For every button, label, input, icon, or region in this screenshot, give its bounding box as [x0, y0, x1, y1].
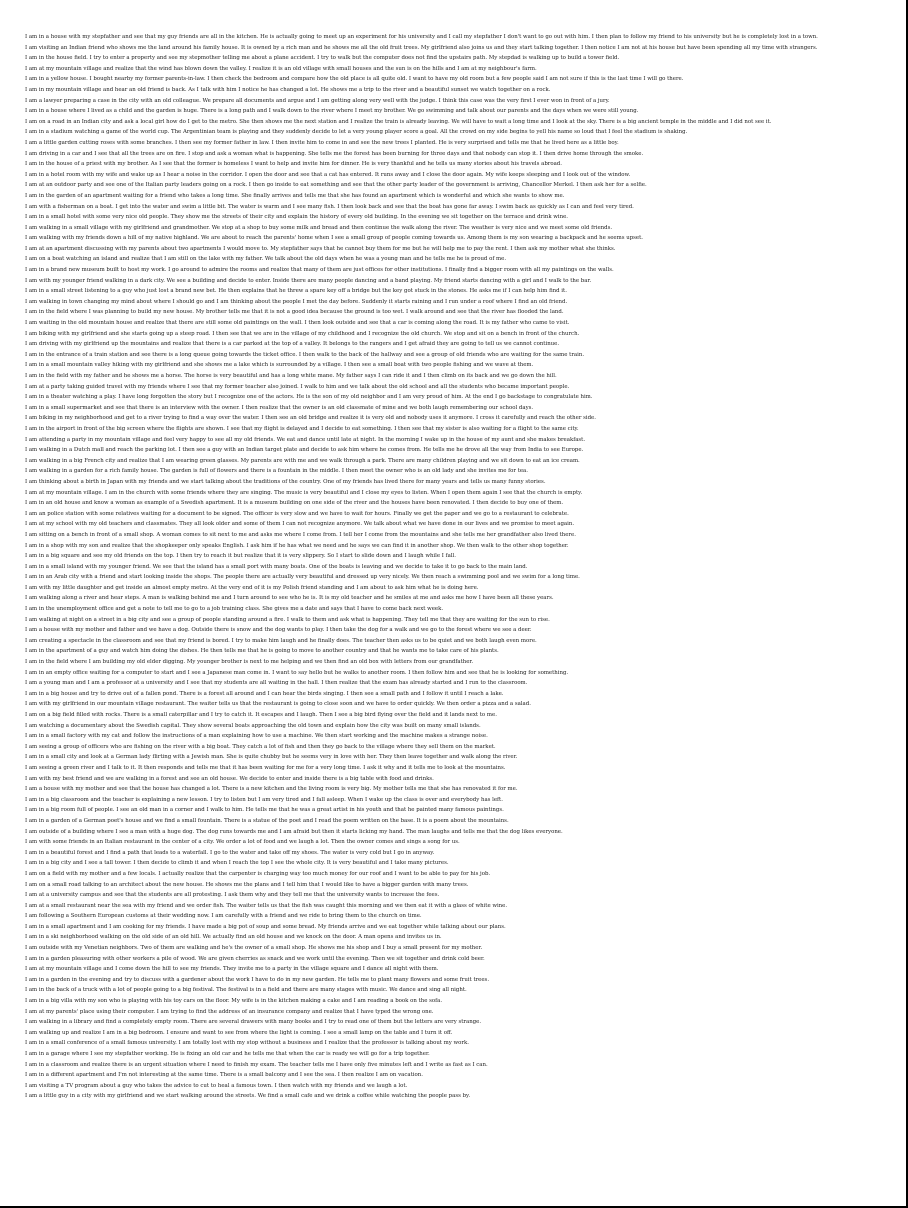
text-line: I am in the field where I was planning to build my new house. My brother tells me that it is not a good idea because the ground is too wet. I walk around and see that the river has flooded the land. — [25, 309, 564, 316]
text-line: I am walking in a small village with my girlfriend and grandmother. We stop at a shop to buy some milk and bread and then continue the walk along the river. The weather is very nice and we meet some old friends. — [25, 224, 613, 231]
text-line: I am a house with my mother and see that the house has changed a lot. There is a new kitchen and the living room is very big. My mother tells me that she has renovated it for me. — [25, 786, 518, 793]
text-line: I am walking in a big French city and realize that I am wearing green glasses. My parents are with me and we walk through a park. There are many children playing and we sit down to eat an ice cream. — [25, 457, 580, 464]
text-line: I am in a shop with my son and realize that the shopkeeper only speaks English. I ask him if he has what we need and he says we can find it in another shop. We then walk to the other shop together. — [25, 542, 569, 549]
text-line: I am at a university campus and see that the students are all protesting. I ask them why and they tell me that the university wants to increase the fees. — [25, 892, 440, 899]
text-line: I am walking in a Dutch mall and reach the parking lot. I then see a guy with an Indian target plate and decide to ask him where he comes from. He tells me he drove all the way from India to see Europe. — [25, 447, 584, 454]
text-line: I am outside of a building where I see a man with a huge dog. The dog runs towards me and I am afraid but then it starts licking my hand. The man laughs and tells me that the dog likes everyone. — [25, 828, 563, 835]
text-line: I am in a small city and look at a German lady flirting with a Jewish man. She is quite chubby but he seems very in love with her. They then leave together and walk along the river. — [25, 754, 518, 761]
text-line: I am seeing a green river and I talk to it. It then responds and tells me that it has been waiting for me for a very long time. I ask it why and it tells me to look at the mountains. — [25, 764, 506, 771]
text-line: I am at a small restaurant near the sea with my friend and we order fish. The waiter tells us that the fish was caught this morning and we then eat it with a glass of white wine. — [25, 902, 508, 909]
text-line: I am on a small road talking to an architect about the new house. He shows me the plans and I tell him that I would like to have a bigger garden with many trees. — [25, 881, 469, 888]
text-line: I am in a garden of a German poet's house and we find a small fountain. There is a statue of the poet and I read the poem written on the base. It is a poem about the mountains. — [25, 817, 509, 824]
text-line: I am a little guy in a city with my girlfriend and we start walking around the streets. We find a small cafe and we drink a coffee while watching the people pass by. — [25, 1093, 471, 1100]
text-line: I am in a small island with my younger friend. We see that the island has a small port with many boats. One of the boats is leaving and we decide to take it to go back to the main land. — [25, 563, 528, 570]
text-line: I am at my school with my old teachers and classmates. They all look older and some of them I can not recognize anymore. We talk about what we have done in our lives and we promise to meet again. — [25, 521, 575, 528]
text-line: I am biking in my neighborhood and get to a river trying to find a way over the water. I then see an old bridge and realize it is very old and nobody uses it anymore. I cross it carefully and reach the other side. — [25, 415, 596, 422]
text-line: I am in a small factory with my cat and follow the instructions of a man explaining how to use a machine. We then start working and the machine makes a strange noise. — [25, 733, 488, 740]
text-line: I am in a small mountain valley hiking with my girlfriend and she shows me a lake which is surrounded by a village. I then see a small boat with two people fishing and we wave at them. — [25, 362, 534, 369]
text-line: I am in a brand new museum built to host my work. I go around to admire the rooms and realize that many of them are just offices for other institutions. I finally find a bigger room with all my paintings on the walls. — [25, 267, 614, 274]
text-line: I am in a big house and try to drive out of a fallen pond. There is a forest all around and I can hear the birds singing. I then see a small path and I follow it until I reach a lake. — [25, 690, 504, 697]
text-line: I am walking in a garden for a rich family house. The garden is full of flowers and there is a fountain in the middle. I then meet the owner who is an old lady and she invites me for tea. — [25, 468, 528, 475]
text-line: I am in my mountain village and hear an old friend is back. As I talk with him I notice he has changed a lot. He shows me a trip to the river and a beautiful sunset we watch together on a rock. — [25, 86, 551, 93]
text-line: I am at a party taking guided travel with my friends where I see that my former teacher also joined. I walk to him and we talk about the old school and all the students who became important people. — [25, 383, 570, 390]
text-line: I am attending a party in my mountain village and feel very happy to see all my old friends. We eat and dance until late at night. In the morning I wake up in the house of my aunt and she makes breakfast. — [25, 436, 586, 443]
text-line: I am creating a spectacle in the classroom and see that my friend is bored. I try to make him laugh and he finally does. The teacher then asks us to be quiet and we both laugh even more. — [25, 637, 537, 644]
text-line: I am walking with my friends down a hill of my native highland. We are about to reach the parents' home when I see a small group of people coming towards us. Among them is my son wearing a backpack and he seems upset. — [25, 235, 643, 242]
text-line: I am at my mountain village and realize that the wind has blown down the valley. I realize it is an old village with small houses and the sun is on the hills and I am at my neighbour's farm. — [25, 65, 537, 72]
text-line: I am a little garden cutting roses with some branches. I then see my former father in law. I then invite him to come in and see the new trees I planted. He is very surprised and tells me that he lived here as a little boy. — [25, 139, 619, 146]
text-line: I am in a different apartment and I'm not interesting at the same time. There is a small balcony and I see the sea. I then realize I am on vacation. — [25, 1072, 423, 1079]
text-line: I am sitting on a bench in front of a small shop. A woman comes to sit next to me and asks me where I come from. I tell her I come from the mountains and she tells me her grandfather also lived there. — [25, 531, 576, 538]
text-line: I am thinking about a birth in Japan with my friends and we start talking about the traditions of the country. One of my friends has lived there for many years and tells us many funny stories. — [25, 478, 546, 485]
text-line: I am in the house of a priest with my brother. As I see that the former is homeless I want to help and invite him for dinner. He is very thankful and he tells us many stories about his travels abroad. — [25, 161, 562, 168]
text-line: I am on a road in an Indian city and ask a local girl how do I get to the metro. She then shows me the next station and I realize the train is already leaving. We will have to wait a long time and I look at the sky. There is a big ancient temple in the middle and I did not see it. — [25, 118, 772, 125]
text-line: I am watching a documentary about the Swedish capital. They show several boats approaching the old town and explain how the city was built on many small islands. — [25, 722, 481, 729]
text-line: I am in a garden in the evening and try to discuss with a gardener about the work I have to do in my new garden. He tells me to plant many flowers and some fruit trees. — [25, 976, 490, 983]
text-line: I am in the garden of an apartment waiting for a friend who takes a long time. She finally arrives and tells me that she has found an apartment which is wonderful and which she wants to show me. — [25, 192, 565, 199]
text-line: I am in a yellow house. I bought nearby my former parents-in-law. I then check the bedroom and compare how the old place is all quite old. I want to have my old room but a few people said I am not sure if this is the last time I will go there. — [25, 76, 684, 83]
text-line: I am outside with my Venetian neighbors. Two of them are walking and he's the owner of a small shop. He shows me his shop and I buy a small present for my mother. — [25, 945, 483, 952]
text-line: I am in a small supermarket and see that there is an interview with the owner. I then realize that the owner is an old classmate of mine and we both laugh remembering our school days. — [25, 404, 534, 411]
text-line: I am at an outdoor party and see one of the Italian party leaders going on a rock. I then go inside to eat something and see that the other party leader of the government is arriving, Chancellor Merkel. I then ask her for a selfie. — [25, 182, 647, 189]
text-line: I am in a small apartment and I am cooking for my friends. I have made a big pot of soup and some bread. My friends arrive and we eat together while talking about our plans. — [25, 923, 506, 930]
text-line: I am in a theater watching a play. I have long forgotten the story but I recognize one of the actors. He is the son of my old neighbor and I am very proud of him. At the end I go backstage to congratulate him. — [25, 394, 593, 401]
text-line: I am in the unemployment office and get a note to tell me to go to a job training class. She gives me a date and says that I have to come back next week. — [25, 606, 444, 613]
text-line: I am in an empty office waiting for a computer to start and I see a Japanese man come in. I want to say hello but he walks to another room. I then follow him and see that he is looking for something. — [25, 669, 569, 676]
text-line: I am in the entrance of a train station and see there is a long queue going towards the ticket office. I then walk to the back of the hallway and see a group of old friends who are waiting for the same train. — [25, 351, 585, 358]
text-line: I am in a ski neighborhood walking on the old side of an old hill. We actually find an old house and we knock on the door. A man opens and invites us in. — [25, 934, 442, 941]
text-line: I am on a big field filled with rocks. There is a small caterpillar and I try to catch it. It escapes and I laugh. Then I see a big bird flying over the field and it lands next to me. — [25, 712, 497, 718]
text-line: I am in a hotel room with my wife and wake up as I hear a noise in the corridor. I open the door and see that a cat has entered. It runs away and I close the door again. My wife keeps sleeping and I look out of the window. — [25, 171, 631, 178]
text-line: I am driving in a car and I see that all the trees are on fire. I stop and ask a woman what is happening. She tells me the forest has been burning for three days and that nobody can stop it. I then drive home through the smoke. — [25, 150, 644, 157]
text-line: I am with my girlfriend in our mountain village restaurant. The waiter tells us that the restaurant is going to close soon and we have to order quickly. We then order a pizza and a salad. — [25, 701, 531, 708]
text-line: I am in a big square and see my old friends on the top. I then try to reach it but realize that it is very slippery. So I start to slide down and I laugh while I fall. — [25, 553, 456, 560]
text-line: I am in an Arab city with a friend and start looking inside the shops. The people there are actually very beautiful and dressed up very nicely. We then reach a swimming pool and we swim for a long time. — [25, 574, 580, 581]
text-line: I am in a stadium watching a game of the world cup. The Argentinian team is playing and they suddenly decide to let a very young player score a goal. All the crowd on my side begins to yell his name so loud that I feel the stadium is shaking. — [25, 129, 688, 136]
text-line: I am with my little daughter and get inside an almost empty metro. At the very end of it is my Polish friend standing and I am about to ask him what he is doing here. — [25, 584, 479, 591]
text-line: I am an police station with some relatives waiting for a document to be signed. The officer is very slow and we have to wait for hours. Finally we get the paper and we go to a restaurant to celebrate. — [25, 510, 569, 517]
text-line: I am in a big classroom and the teacher is explaining a new lesson. I try to listen but I am very tired and I fall asleep. When I wake up the class is over and everybody has left. — [25, 796, 503, 803]
text-line: I am in the field where I am building my old elder digging. My younger brother is next to me helping and we then find an old box with letters from our grandfather. — [25, 659, 474, 666]
text-line: I am in the field with my father and he shows me a horse. The horse is very beautiful and has a long white mane. My father says I can ride it and I then climb on its back and we go down the hill. — [25, 373, 557, 379]
text-line: I am with a fisherman on a boat. I get into the water and swim a little bit. The water is warm and I see many fish. I then look back and see that the boat has gone far away. I swim back as quickly as I can and feel very tired. — [25, 203, 634, 210]
text-line: I am in a garden pleasuring with other workers a pile of wood. We are given cherries as snack and we work until the evening. Then we sit together and drink cold beer. — [25, 955, 485, 962]
text-line: I am following a Southern European customs at their wedding now. I am carefully with a friend and we ride to bring them to the church on time. — [25, 913, 422, 920]
text-line: I am in a beautiful forest and I find a path that leads to a waterfall. I go to the water and take off my shoes. The water is very cold but I go in anyway. — [25, 849, 435, 856]
text-line: I am in a small conference of a small famous university. I am totally lost with my stop without a business and I realize that the professor is talking about my work. — [25, 1040, 469, 1047]
text-line: I am walking up and realize I am in a big bedroom. I ensure and want to see from where the light is coming. I see a small lamp on the table and I turn it off. — [25, 1029, 453, 1036]
text-line: I am walking at night on a street in a big city and see a group of people standing around a fire. I walk to them and ask what is happening. They tell me that they are waiting for the sun to rise. — [25, 616, 550, 623]
text-line: I am on a field with my mother and a few locals. I actually realize that the carpenter is charging way too much money for our roof and I want to be able to pay for his job. — [25, 870, 491, 877]
text-line: I am with my best friend and we are walking in a forest and see an old house. We decide to enter and inside there is a big table with food and drinks. — [25, 775, 434, 782]
text-line: I am biking with my girlfriend and she starts going up a steep road. I then see that we are in the village of my childhood and I recognize the old church. We stop and sit on a bench in front of the church. — [25, 330, 580, 337]
text-line: I am a lawyer preparing a case in the city with an old colleague. We prepare all documents and argue and I am getting along very well with the judge. I think this case was the very first I ever won in front of a jury. — [25, 97, 610, 104]
text-line: I am at an apartment discussing with my parents about two apartments I would move to. My stepfather says that he cannot buy them for me but he will help me to pay the rent. I then ask my mother what she thinks. — [25, 245, 616, 252]
text-line: I am at my parents' place using their computer. I am trying to find the address of an insurance company and realize that I have typed the wrong one. — [25, 1008, 434, 1015]
text-line: I am in a big room full of people. I see an old man in a corner and I walk to him. He tells me that he was a great artist in his youth and that he painted many famous paintings. — [25, 807, 504, 814]
text-line: I am at my mountain village and I come down the hill to see my friends. They invite me to a party in the village square and I dance all night with them. — [25, 966, 439, 973]
text-line: I am in a house with my stepfather and see that my guy friends are all in the kitchen. He is actually going to meet up an experiment for his university and I call my stepfather I don't want to go out with him. I then plan to follow my friend to his university but he is completely lost in a town. — [25, 34, 818, 40]
text-line: I am with some friends in an Italian restaurant in the center of a city. We order a lot of food and we laugh a lot. Then the owner comes and sings a song for us. — [25, 839, 460, 846]
text-line: I am on a boat watching an island and realize that I am still on the lake with my father. We talk about the old days when he was a young man and he tells me he is proud of me. — [25, 256, 507, 263]
text-line: I am in the airport in front of the big screen where the flights are shown. I see that my flight is delayed and I decide to eat something. I then see that my sister is also waiting for a flight to the same city. — [25, 425, 579, 432]
text-line: I am visiting a TV program about a guy who takes the advice to cut to heal a famous town. I then watch with my friends and we laugh a lot. — [25, 1082, 408, 1089]
text-line: I am waiting in the old mountain house and realize that there are still some old paintings on the wall. I then look outside and see that a car is coming along the road. It is my father who came to visit. — [25, 320, 570, 327]
text-line: I am with my younger friend walking in a dark city. We see a building and decide to enter. Inside there are many people dancing and a band playing. My friend starts dancing with a girl and I walk to the bar. — [25, 277, 592, 284]
text-line: I am in a small hotel with some very nice old people. They show me the streets of their city and explain the history of every old building. In the evening we sit together on the terrace and drink wine. — [25, 214, 569, 221]
text-line: I am a young man and I am a professor at a university and I see that my students are all waiting in the hall. I then realize that the exam has already started and I run to the classroom. — [25, 680, 528, 687]
text-line: I am seeing a group of officers who are fishing on the river with a big boat. They catch a lot of fish and then they go back to the village where they sell them on the market. — [25, 743, 496, 750]
text-line: I am in the back of a truck with a lot of people going to a big festival. The festival is in a field and there are many stages with music. We dance and sing all night. — [25, 987, 467, 994]
text-line: I am at my mountain village. I am in the church with some friends where they are singing. The music is very beautiful and I close my eyes to listen. When I open them again I see that the church is empty. — [25, 489, 583, 496]
text-line: I am driving with my girlfriend up the mountains and realize that there is a car parked at the top of a valley. It belongs to the rangers and I get afraid they are going to tell us we cannot continue. — [25, 341, 560, 348]
document-text-block — [25, 32, 881, 1172]
text-line: I am walking in a library and find a completely empty room. There are several drawers with many books and I try to read one of them but the letters are very strange. — [25, 1019, 482, 1026]
text-line: I am in a big city and I see a tall tower. I then decide to climb it and when I reach the top I see the whole city. It is very beautiful and I take many pictures. — [25, 860, 449, 867]
text-line: I am a house with my mother and father and we have a dog. Outside there is snow and the dog wants to play. I then take the dog for a walk and we go to the forest where we see a deer. — [25, 627, 532, 634]
text-line: I am in the apartment of a guy and watch him doing the dishes. He then tells me that he is going to move to another country and that he wants me to take care of his plants. — [25, 648, 499, 655]
text-line: I am in a garage where I see my stepfather working. He is fixing an old car and he tells me that when the car is ready we will go for a trip together. — [25, 1051, 430, 1057]
text-line: I am in a classroom and realize there is an urgent situation where I need to finish my exam. The teacher tells me I have only five minutes left and I write as fast as I can. — [25, 1061, 488, 1068]
text-line: I am in a house where I lived as a child and the garden is huge. There is a long path and I walk down to the river where I meet my brother. We go swimming and talk about our parents and the days when we were still young. — [25, 108, 639, 115]
text-line: I am in a big villa with my son who is playing with his toy cars on the floor. My wife is in the kitchen making a cake and I am reading a book on the sofa. — [25, 998, 443, 1005]
text-line: I am visiting an Indian friend who shows me the land around his family house. It is owned by a rich man and he shows me all the old fruit trees. My girlfriend also joins us and they start talking together. I then notice I am not at his house but have been spending all my time with strangers. — [25, 44, 818, 51]
text-line: I am walking along a river and hear steps. A man is walking behind me and I turn around to see who he is. It is my old teacher and he smiles at me and asks me how I have been all these years. — [25, 595, 554, 602]
text-line: I am walking in town changing my mind about where I should go and I am thinking about the people I met the day before. Suddenly it starts raining and I run under a roof where I find an old friend. — [25, 298, 568, 305]
text-line: I am in a small street listening to a guy who just lost a brand new bet. He then explains that he threw a spare key off a bridge but the key got stuck in the stones. He asks me if I can help him find it. — [25, 288, 567, 295]
text-line: I am in the house field. I try to enter a property and see my stepmother telling me about a plane accident. I try to walk but the computer does not find the upstairs path. My stepdad is walking up to build a tower field. — [25, 55, 620, 62]
text-line: I am in an old house and know a woman as example of a Swedish apartment. It is a museum building on one side of the river and the houses have been renovated. I then decide to buy one of them. — [25, 500, 564, 507]
